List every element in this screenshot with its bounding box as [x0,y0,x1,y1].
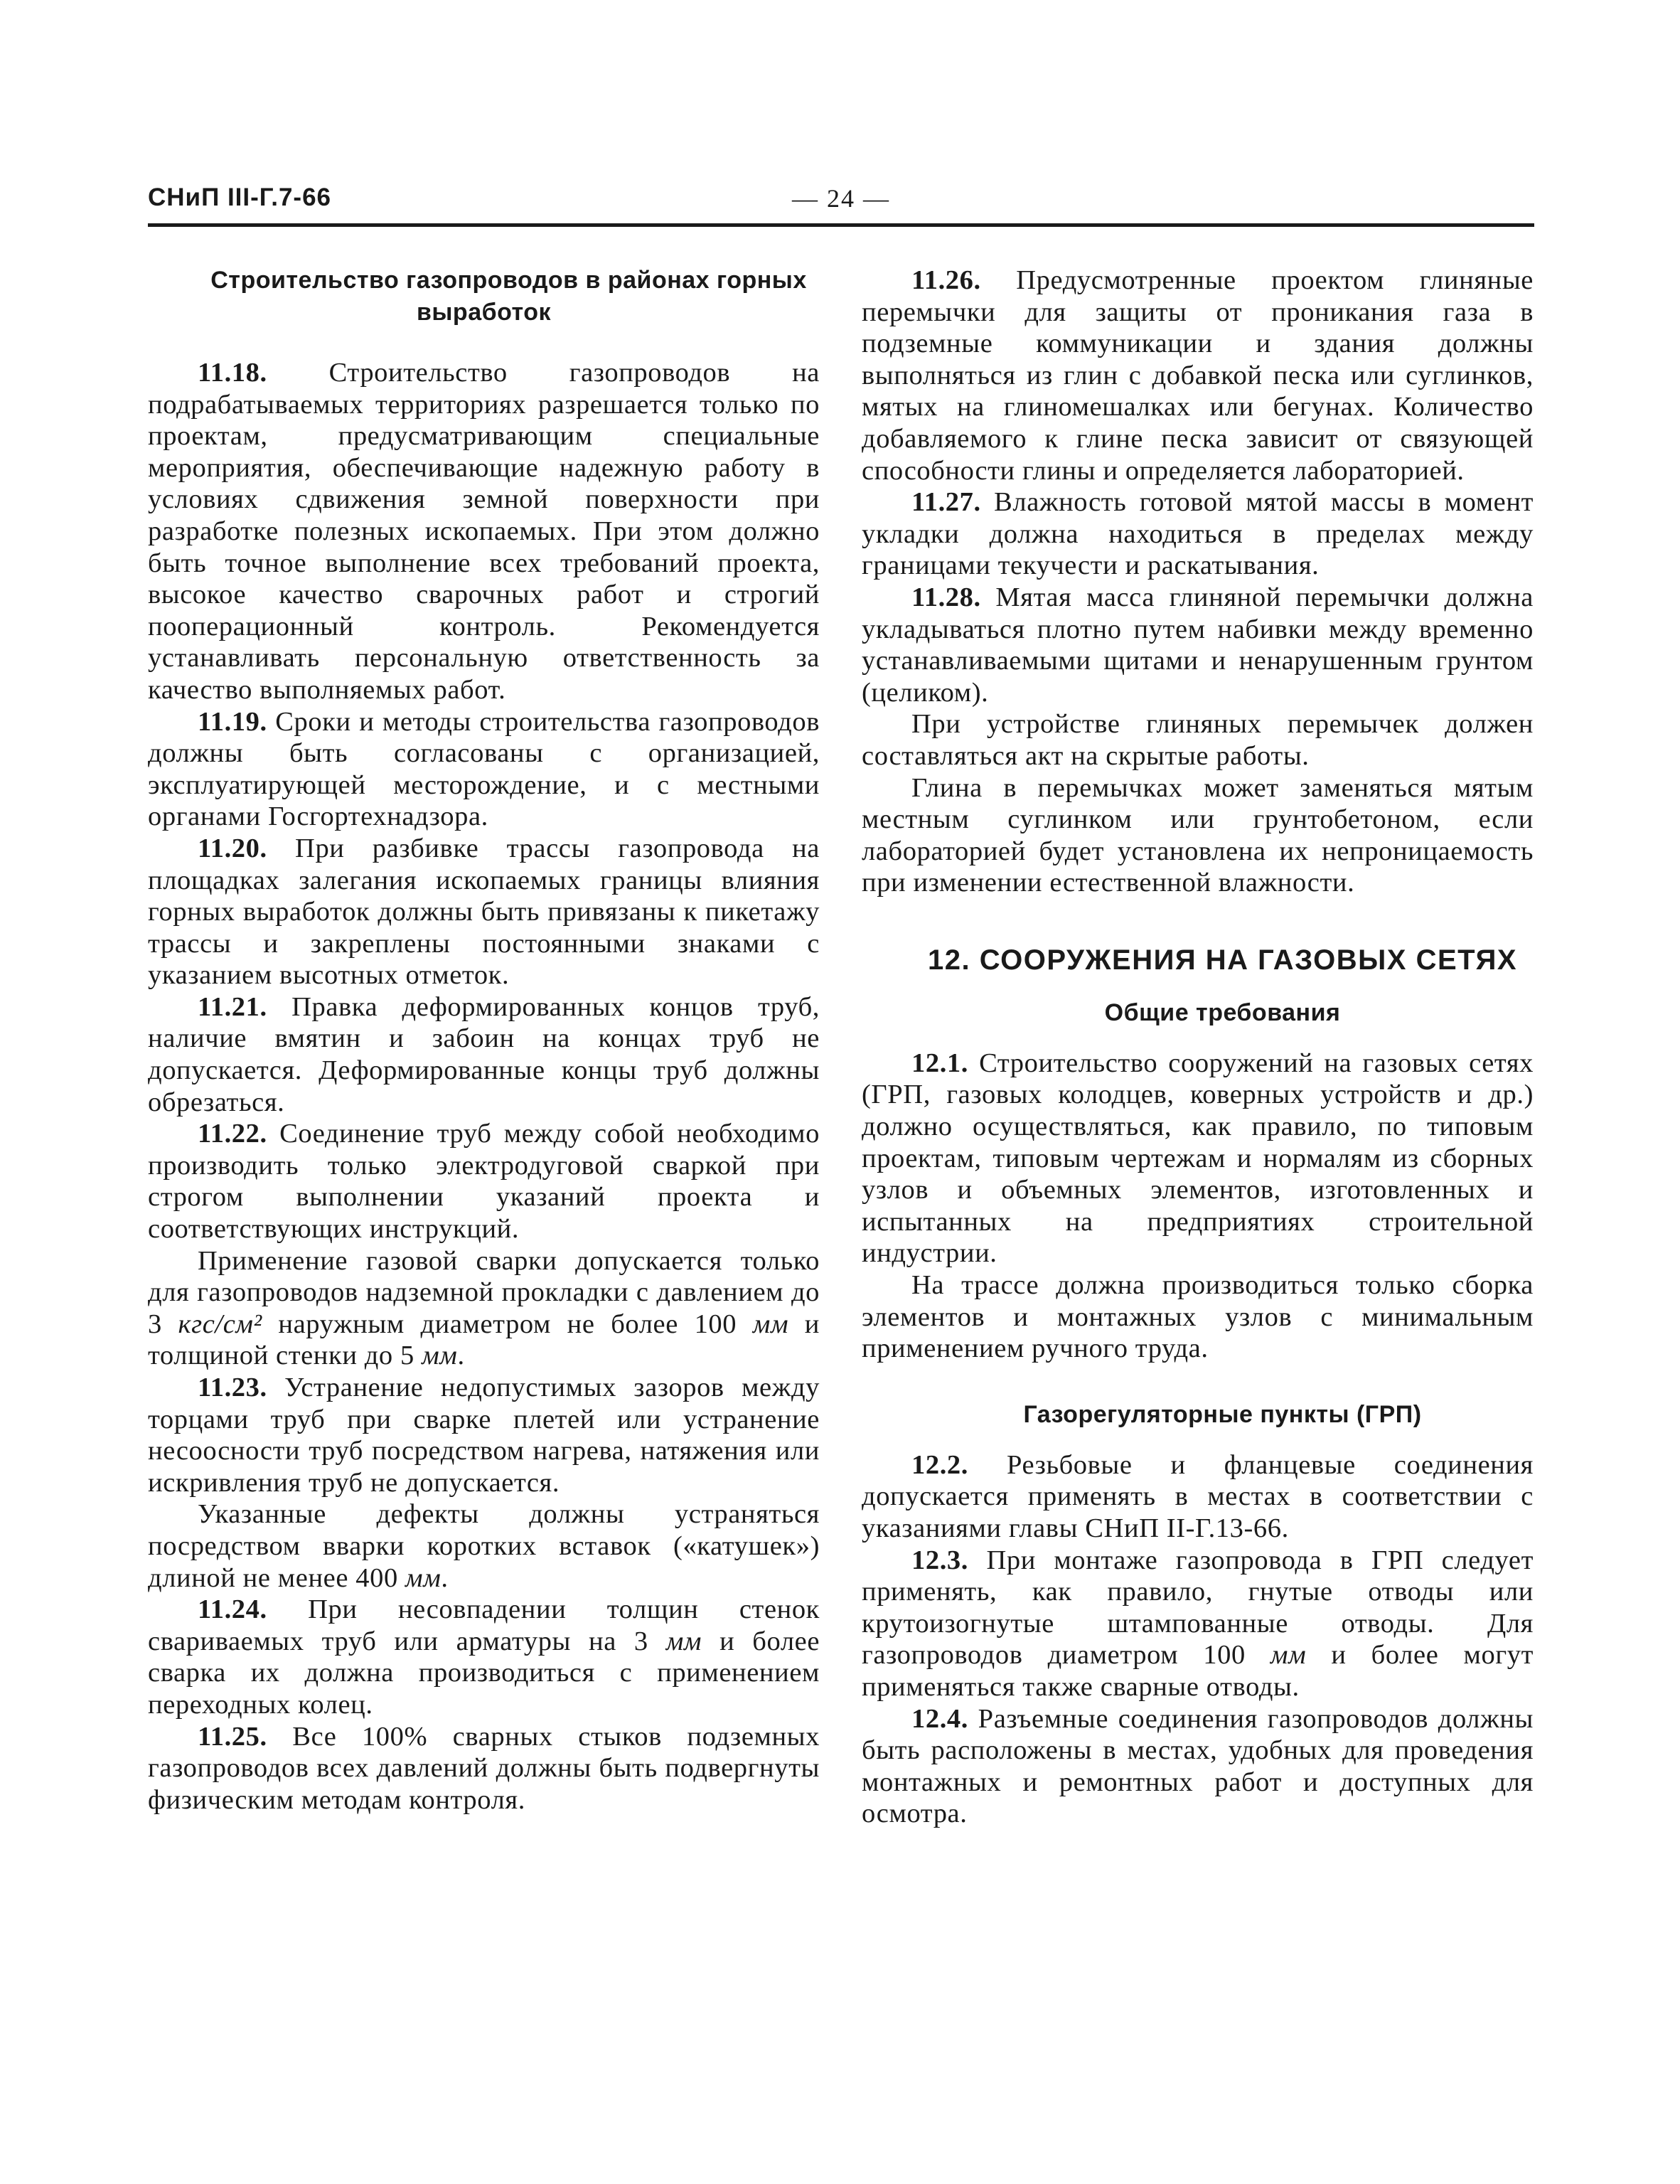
paragraph-11-25: 11.25. Все 100% сварных стыков подземных газопроводов всех давлений должны быть подвергнуты физическим методам контроля. [148,1721,820,1815]
page-header [148,183,1534,226]
right-column [862,265,1534,1830]
paragraph-11-27: 11.27. Влажность готовой мятой массы в момент укладки должна находиться в пределах между границами текучести и раскатывания. [862,487,1534,581]
paragraph-11-18: 11.18. Строительство газопроводов на подрабатываемых территориях разрешается только по проектам, предусматривающим специальные мероприятия, обеспечивающие надежную работу в условиях сдвижения земной поверхности при разработке полезных ископаемых. При этом должно быть точное выполнение всех требований проекта, высокое качество сварочных работ и строгий пооперационный контроль. Рекомендуется устанавливать персональную ответственность за качество выполняемых работ. [148,358,820,705]
subsection-heading-grp: Газорегуляторные пункты (ГРП) [1023,1400,1422,1428]
paragraph-11-23: 11.23. Устранение недопустимых зазоров между торцами труб при сварке плетей или устранение несоосности труб посредством нагрева, натяжения или искривления труб не допускается. [148,1373,820,1498]
paragraph-defects: Указанные дефекты должны устраняться посредством вварки коротких вставок («катушек») длиной не менее 400 мм. [148,1499,820,1593]
section-heading-12: 12. СООРУЖЕНИЯ НА ГАЗОВЫХ СЕТЯХ [927,944,1518,976]
paragraph-gas-welding: Применение газовой сварки допускается только для газопроводов надземной прокладки с давлением до 3 кгс/см² наружным диаметром не более 100 мм и толщиной стенки до 5 мм. [148,1245,820,1371]
paragraph-route-assembly: На трассе должна производиться только сборка элементов и монтажных узлов с минимальным применением ручного труда. [862,1270,1534,1364]
paragraph-11-28: 11.28. Мятая масса глиняной перемычки должна укладываться плотно путем набивки между временно устанавливаемыми щитами и ненарушенным грунтом (целиком). [862,582,1534,708]
paragraph-11-21: 11.21. Правка деформированных концов труб, наличие вмятин и забоин на концах труб не допускается. Деформированные концы труб должны обрезаться. [148,991,820,1117]
subsection-heading-general: Общие требования [1104,998,1341,1026]
paragraph-hidden-works: При устройстве глиняных перемычек должен составляться акт на скрытые работы. [862,709,1534,771]
paragraph-11-20: 11.20. При разбивке трассы газопровода на площадках залегания ископаемых границы влияния горных выработок должны быть привязаны к пикетажу трассы и закреплены постоянными знаками с указанием высотных отметок. [148,833,820,991]
document-code: СНиП III-Г.7-66 [148,183,332,211]
header-divider [148,223,1534,227]
paragraph-11-19: 11.19. Сроки и методы строительства газопроводов должны быть согласованы с организацией, эксплуатирующей месторождение, и с местными органами Госгортехнадзора. [148,706,820,832]
paragraph-11-24: 11.24. При несовпадении толщин стенок свариваемых труб или арматуры на 3 мм и более сварка их должна производиться с применением переходных колец. [148,1594,820,1720]
subsection-heading-mining: Строительство газопроводов в районах горных выработок [210,267,807,326]
left-column [148,265,820,1816]
paragraph-12-3: 12.3. При монтаже газопровода в ГРП следует применять, как правило, гнутые отводы или крутоизогнутые штампованные отводы. Для газопроводов диаметром 100 мм и более могут применяться также сварные отводы. [862,1545,1534,1702]
page-number: — 24 — [792,184,890,213]
paragraph-11-26: 11.26. Предусмотренные проектом глиняные перемычки для защиты от проникания газа в подземные коммуникации и здания должны выполняться из глин с добавкой песка или суглинков, мятых на глиномешалках или бегунах. Количество добавляемого к глине песка зависит от связующей способности глины и определяется лабораторией. [862,265,1534,486]
paragraph-11-22: 11.22. Соединение труб между собой необходимо производить только электродуговой сваркой при строгом выполнении указаний проекта и соответствующих инструкций. [148,1119,820,1245]
paragraph-12-2: 12.2. Резьбовые и фланцевые соединения допускается применять в местах в соответствии с указаниями главы СНиП II-Г.13-66. [862,1449,1534,1543]
paragraph-12-4: 12.4. Разъемные соединения газопроводов должны быть расположены в местах, удобных для проведения монтажных и ремонтных работ и доступных для осмотра. [862,1703,1534,1829]
paragraph-12-1: 12.1. Строительство сооружений на газовых сетях (ГРП, газовых колодцев, коверных устройств и др.) должно осуществляться, как правило, по типовым проектам, типовым чертежам и нормалям из сборных узлов и объемных элементов, изготовленных и испытанных на предприятиях строительной индустрии. [862,1048,1534,1269]
paragraph-clay-replacement: Глина в перемычках может заменяться мятым местным суглинком или грунтобетоном, если лабораторией будет установлена их непроницаемость при изменении естественной влажности. [862,772,1534,898]
